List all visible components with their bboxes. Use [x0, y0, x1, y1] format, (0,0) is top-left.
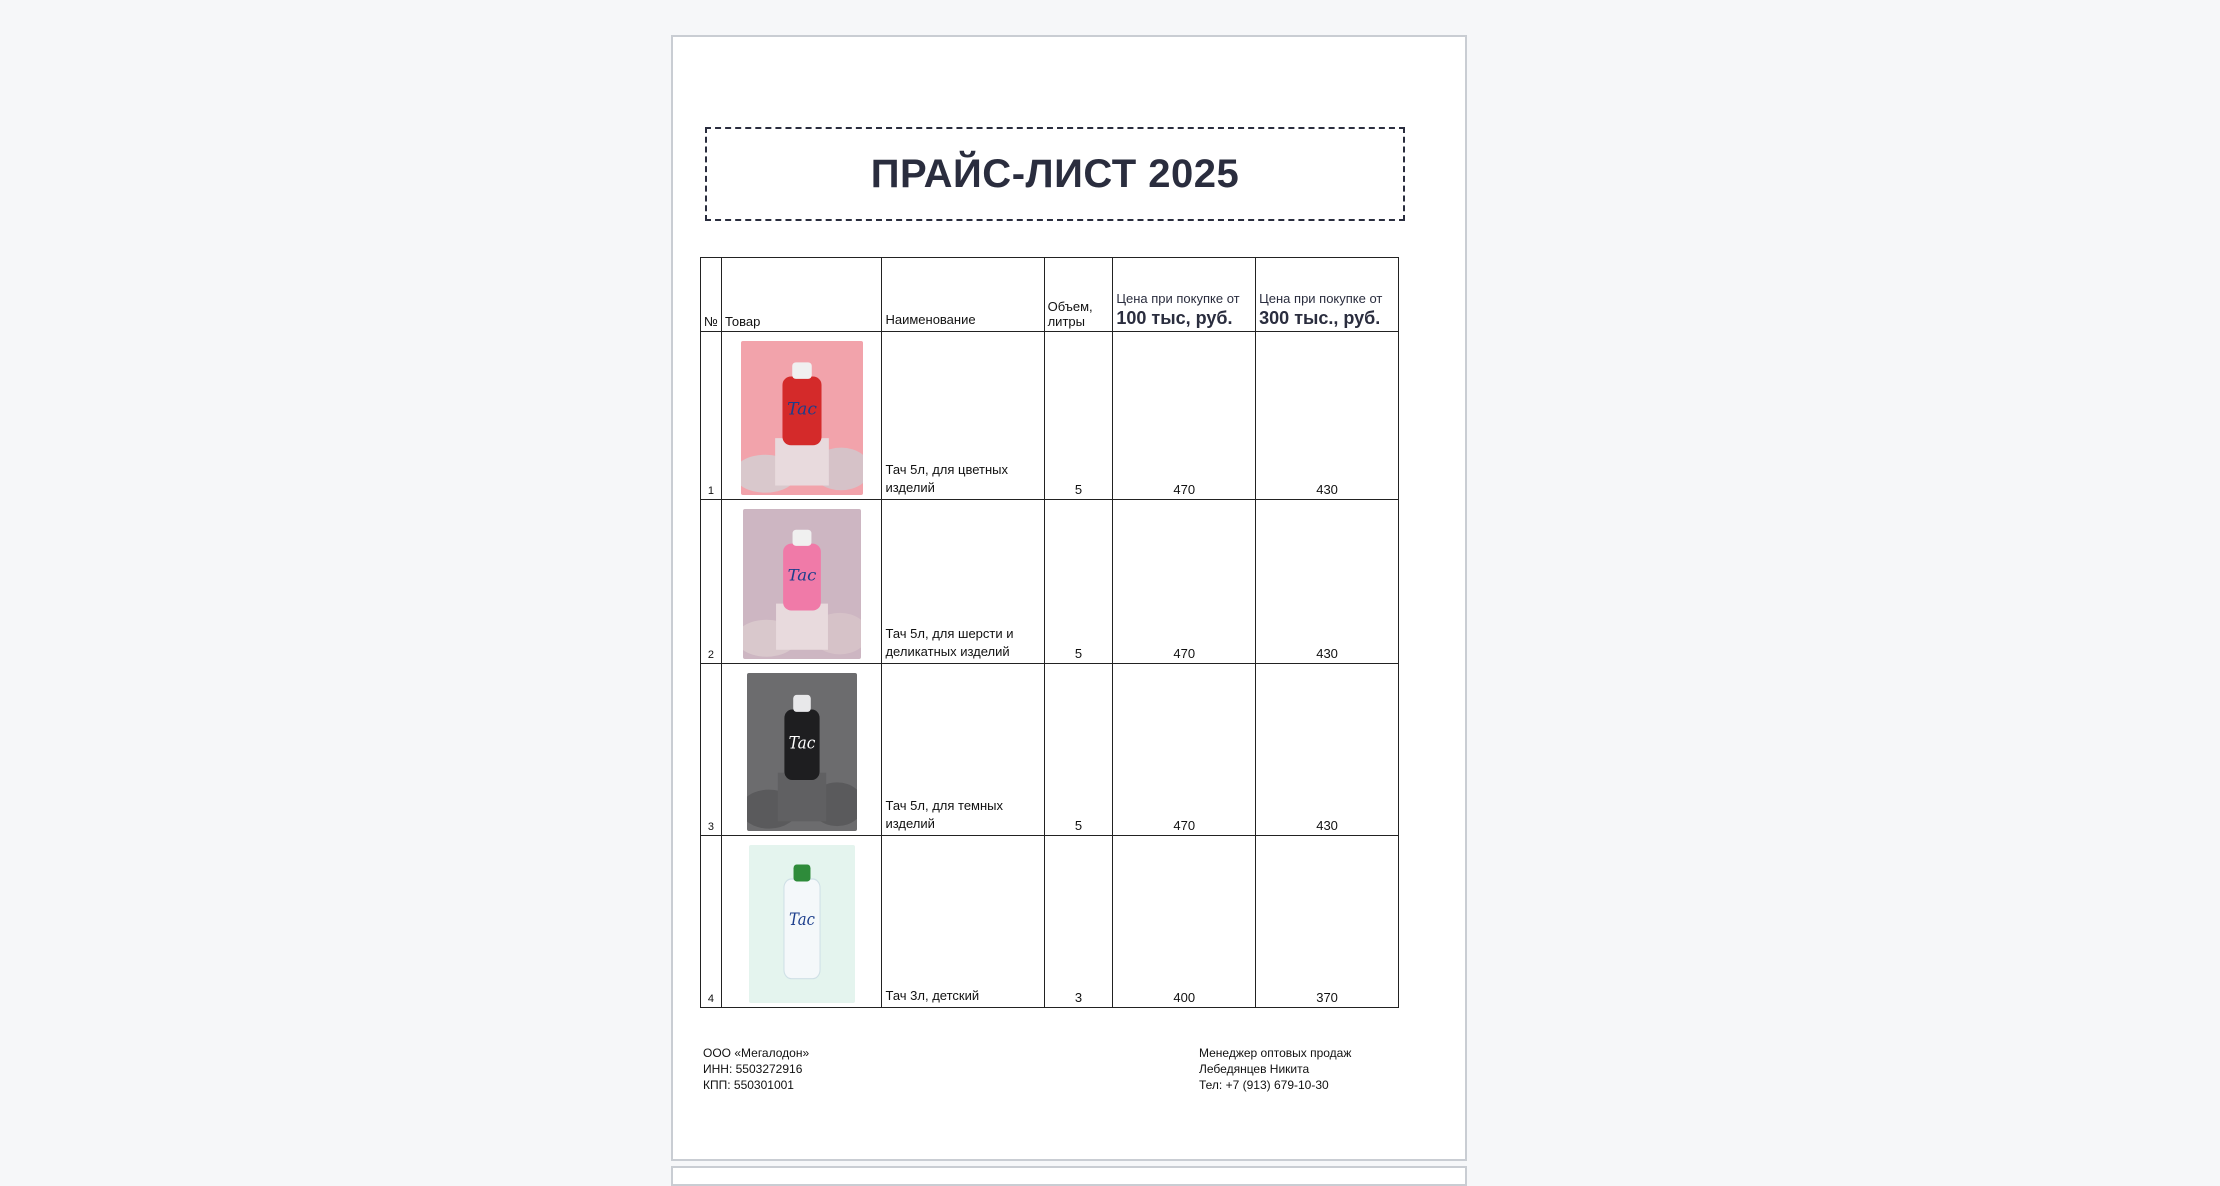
manager-name: Лебедянцев Никита — [1199, 1062, 1310, 1076]
price-100k: 470 — [1113, 500, 1256, 664]
price-300k: 430 — [1256, 332, 1399, 500]
price-list-page — [671, 35, 1467, 1161]
header-name: Наименование — [882, 258, 1044, 332]
product-name: Тач 3л, детский — [882, 836, 1044, 1008]
product-volume: 5 — [1044, 500, 1113, 664]
header-num: № — [701, 258, 722, 332]
header-product: Товар — [721, 258, 881, 332]
company-kpp: КПП: 550301001 — [703, 1078, 794, 1092]
product-name: Тач 5л, для шерсти и деликатных изделий — [882, 500, 1044, 664]
svg-text:Tac: Tac — [788, 909, 815, 930]
product-image-cell — [721, 664, 881, 836]
red-detergent-bottle-image — [741, 341, 863, 495]
header-price-300k: Цена при покупке от 300 тыс., руб. — [1256, 258, 1399, 332]
svg-text:Tac: Tac — [786, 398, 817, 419]
row-num: 3 — [701, 664, 722, 836]
pink-detergent-bottle-image — [743, 509, 861, 659]
price-300k: 430 — [1256, 664, 1399, 836]
product-image-cell — [721, 332, 881, 500]
row-num: 1 — [701, 332, 722, 500]
svg-text:Tac: Tac — [787, 565, 817, 585]
table-row — [701, 332, 1399, 500]
product-name: Тач 5л, для темных изделий — [882, 664, 1044, 836]
product-name: Тач 5л, для цветных изделий — [882, 332, 1044, 500]
product-image-cell — [721, 500, 881, 664]
white-baby-detergent-bottle-image — [749, 845, 855, 1003]
table-row — [701, 500, 1399, 664]
company-info — [703, 1045, 809, 1093]
product-volume: 5 — [1044, 332, 1113, 500]
product-image-cell — [721, 836, 881, 1008]
header-price-100k: Цена при покупке от 100 тыс, руб. — [1113, 258, 1256, 332]
price-100k: 470 — [1113, 332, 1256, 500]
manager-role: Менеджер оптовых продаж — [1199, 1046, 1352, 1060]
row-num: 2 — [701, 500, 722, 664]
manager-info — [1199, 1045, 1351, 1093]
company-inn: ИНН: 5503272916 — [703, 1062, 803, 1076]
manager-phone: Тел: +7 (913) 679-10-30 — [1199, 1078, 1329, 1092]
header-volume: Объем, литры — [1044, 258, 1113, 332]
table-header-row — [701, 258, 1399, 332]
row-num: 4 — [701, 836, 722, 1008]
price-100k: 400 — [1113, 836, 1256, 1008]
next-page-edge — [671, 1166, 1467, 1186]
svg-text:Tac: Tac — [788, 732, 816, 753]
page-title: ПРАЙС-ЛИСТ 2025 — [870, 151, 1240, 196]
black-detergent-bottle-image — [747, 673, 857, 831]
title-frame — [705, 127, 1405, 221]
price-300k: 430 — [1256, 500, 1399, 664]
table-row — [701, 664, 1399, 836]
table-row — [701, 836, 1399, 1008]
price-100k: 470 — [1113, 664, 1256, 836]
price-300k: 370 — [1256, 836, 1399, 1008]
price-table — [700, 257, 1399, 1008]
company-name: ООО «Мегалодон» — [703, 1046, 810, 1060]
product-volume: 5 — [1044, 664, 1113, 836]
product-volume: 3 — [1044, 836, 1113, 1008]
